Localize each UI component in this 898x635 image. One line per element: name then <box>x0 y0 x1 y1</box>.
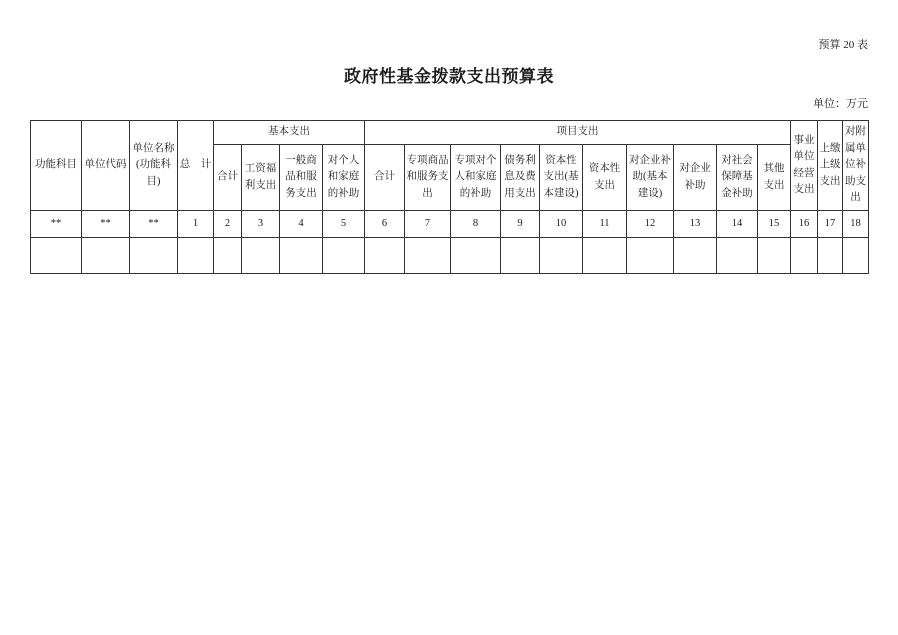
budget-table <box>30 120 869 274</box>
form-number: 预算 20 表 <box>818 39 868 51</box>
col-header-capital: 资本性 支出 <box>583 145 627 211</box>
index-cell: 3 <box>242 211 280 238</box>
col-header-unit-code: 单位代码 <box>82 121 130 211</box>
index-cell: 18 <box>843 211 869 238</box>
col-header-goods-services: 一般商 品和服 务支出 <box>280 145 323 211</box>
empty-cell <box>130 238 178 274</box>
col-header-subsidiary-subsidy: 对附 属单 位补 助支 出 <box>843 121 869 211</box>
empty-cell <box>31 238 82 274</box>
index-cell: 15 <box>758 211 791 238</box>
index-cell: ** <box>31 211 82 238</box>
empty-cell <box>501 238 540 274</box>
col-header-total: 总 计 <box>178 121 214 211</box>
col-header-basic-subtotal: 合计 <box>214 145 242 211</box>
empty-cell <box>242 238 280 274</box>
col-header-enterprise-subsidy-construction: 对企业补 助(基本 建设) <box>627 145 674 211</box>
index-cell: 16 <box>791 211 818 238</box>
empty-cell <box>365 238 405 274</box>
empty-cell <box>717 238 758 274</box>
index-cell: 7 <box>405 211 451 238</box>
index-cell: 1 <box>178 211 214 238</box>
group-header-project: 项目支出 <box>365 121 791 145</box>
index-cell: 17 <box>818 211 843 238</box>
index-row <box>31 211 869 238</box>
index-cell: 9 <box>501 211 540 238</box>
col-header-func-subject: 功能科目 <box>31 121 82 211</box>
index-cell: 2 <box>214 211 242 238</box>
unit-label: 单位：万元 <box>813 98 868 110</box>
col-header-remit-superior: 上缴 上级 支出 <box>818 121 843 211</box>
index-cell: 13 <box>674 211 717 238</box>
empty-cell <box>843 238 869 274</box>
col-header-enterprise-subsidy: 对企业 补助 <box>674 145 717 211</box>
data-row-empty <box>31 238 869 274</box>
empty-cell <box>280 238 323 274</box>
empty-cell <box>323 238 365 274</box>
col-header-social-security-subsidy: 对社会 保障基 金补助 <box>717 145 758 211</box>
empty-cell <box>627 238 674 274</box>
index-cell: 8 <box>451 211 501 238</box>
col-header-other: 其他 支出 <box>758 145 791 211</box>
col-header-capital-construction: 资本性 支出(基 本建设) <box>540 145 583 211</box>
index-cell: 14 <box>717 211 758 238</box>
group-header-basic: 基本支出 <box>214 121 365 145</box>
index-cell: 12 <box>627 211 674 238</box>
col-header-wages-welfare: 工资福 利支出 <box>242 145 280 211</box>
header-row-groups <box>31 121 869 145</box>
index-cell: 10 <box>540 211 583 238</box>
empty-cell <box>540 238 583 274</box>
empty-cell <box>405 238 451 274</box>
col-header-unit-name: 单位名称 (功能科 目) <box>130 121 178 211</box>
empty-cell <box>791 238 818 274</box>
col-header-special-household-subsidy: 专项对个 人和家庭 的补助 <box>451 145 501 211</box>
index-cell: 11 <box>583 211 627 238</box>
document-title: 政府性基金拨款支出预算表 <box>344 67 554 86</box>
col-header-household-subsidy: 对个人 和家庭 的补助 <box>323 145 365 211</box>
empty-cell <box>451 238 501 274</box>
empty-cell <box>82 238 130 274</box>
index-cell: 6 <box>365 211 405 238</box>
col-header-project-subtotal: 合计 <box>365 145 405 211</box>
empty-cell <box>674 238 717 274</box>
empty-cell <box>214 238 242 274</box>
empty-cell <box>818 238 843 274</box>
col-header-special-goods-services: 专项商品 和服务支 出 <box>405 145 451 211</box>
col-header-business-op: 事业 单位 经营 支出 <box>791 121 818 211</box>
empty-cell <box>178 238 214 274</box>
index-cell: 5 <box>323 211 365 238</box>
empty-cell <box>583 238 627 274</box>
index-cell: ** <box>130 211 178 238</box>
index-cell: ** <box>82 211 130 238</box>
index-cell: 4 <box>280 211 323 238</box>
col-header-debt-interest: 债务利 息及费 用支出 <box>501 145 540 211</box>
empty-cell <box>758 238 791 274</box>
